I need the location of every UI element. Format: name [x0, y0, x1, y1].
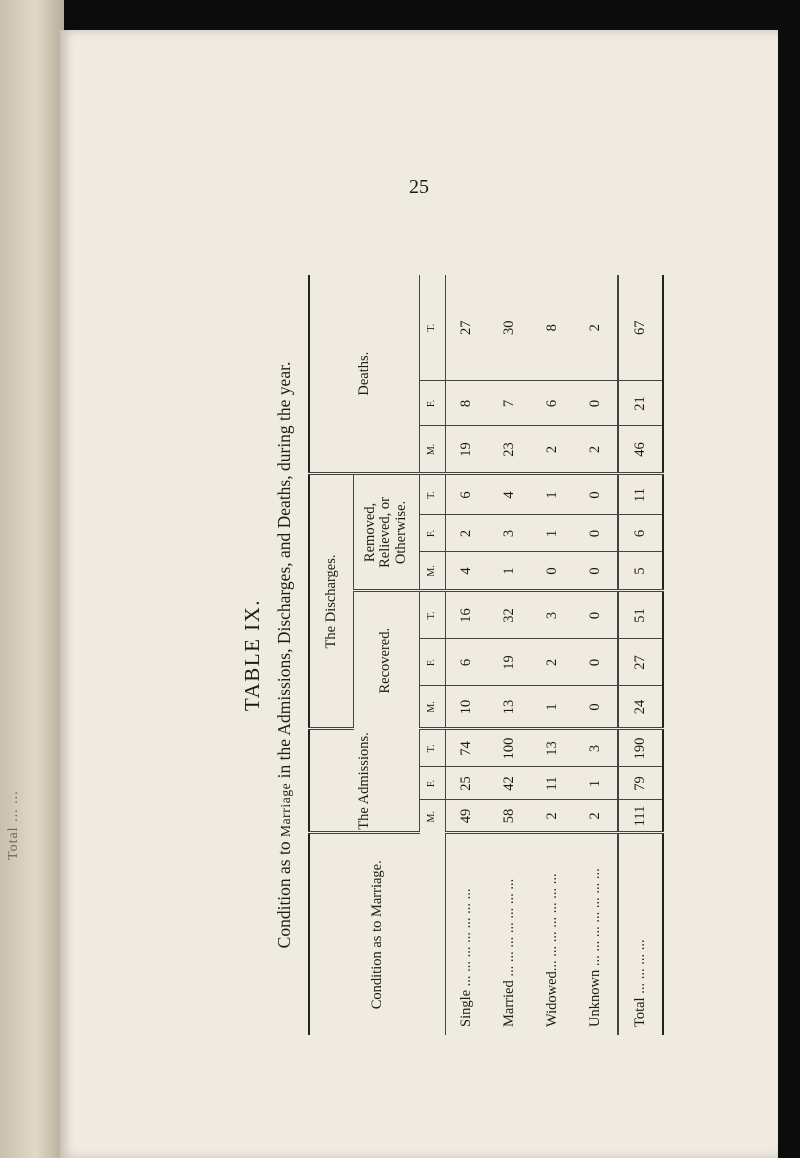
- table-cell: 25: [445, 767, 488, 800]
- table-cell: 1: [574, 767, 618, 800]
- table-cell: 111: [618, 800, 663, 833]
- table-row: [488, 275, 531, 1035]
- table-cell: 1: [531, 515, 574, 552]
- table-cell: 0: [531, 552, 574, 591]
- table-cell: 10: [445, 686, 488, 729]
- table-cell: 46: [618, 426, 663, 474]
- table-cell: 6: [531, 381, 574, 426]
- table-cell: 6: [445, 474, 488, 515]
- table-cell: 16: [445, 591, 488, 639]
- row-label: Total ... ... ... ...: [618, 833, 663, 1035]
- deaths-header: Deaths.: [309, 275, 419, 474]
- table-body: [445, 275, 663, 1035]
- table-cell: 0: [574, 591, 618, 639]
- sub-t-header: T.: [419, 729, 445, 767]
- table-cell: 100: [488, 729, 531, 767]
- table-cell: 0: [574, 515, 618, 552]
- table-cell: 79: [618, 767, 663, 800]
- table-cell: 0: [574, 686, 618, 729]
- table-cell: 19: [445, 426, 488, 474]
- sub-t-header: T.: [419, 275, 445, 381]
- table-cell: 2: [574, 800, 618, 833]
- table-cell: 2: [531, 426, 574, 474]
- table-cell: 58: [488, 800, 531, 833]
- sub-f-header: F.: [419, 639, 445, 686]
- book-page: [60, 30, 778, 1158]
- table-cell: 0: [574, 639, 618, 686]
- table-row: [445, 275, 488, 1035]
- table-cell: 42: [488, 767, 531, 800]
- previous-page-edge: [0, 0, 64, 1158]
- table-cell: 19: [488, 639, 531, 686]
- table-cell: 11: [531, 767, 574, 800]
- previous-page-text: Total ... ...: [6, 790, 21, 860]
- sub-m-header: M.: [419, 800, 445, 833]
- table-cell: 27: [445, 275, 488, 381]
- table-cell: 190: [618, 729, 663, 767]
- table-cell: 49: [445, 800, 488, 833]
- table-cell: 2: [445, 515, 488, 552]
- table-cell: 4: [488, 474, 531, 515]
- recovered-header: Recovered.: [353, 591, 419, 729]
- subtitle-part: in the Admissions, Discharges, and Deaths, during the year.: [274, 361, 294, 783]
- table-cell: 0: [574, 552, 618, 591]
- row-label: Married ... ... ... ... ... ... ...: [501, 878, 518, 1027]
- table-row: [574, 275, 618, 1035]
- table-cell: 1: [531, 686, 574, 729]
- table-cell: 2: [574, 275, 618, 381]
- table-cell: 23: [488, 426, 531, 474]
- subtitle-part: Condition as to: [274, 837, 294, 949]
- table-cell: 67: [618, 275, 663, 381]
- table-cell: 6: [618, 515, 663, 552]
- total-row: [618, 275, 663, 1035]
- table-cell: 11: [618, 474, 663, 515]
- table-subtitle: [274, 275, 295, 1035]
- table-cell: 3: [488, 515, 531, 552]
- table-cell: 2: [531, 639, 574, 686]
- table-cell: 6: [445, 639, 488, 686]
- row-label: Single ... ... ... ... ... ... ...: [458, 888, 475, 1027]
- sub-f-header: F.: [419, 515, 445, 552]
- marriage-condition-table: [308, 275, 664, 1035]
- table-cell: 2: [574, 426, 618, 474]
- table-cell: 24: [618, 686, 663, 729]
- table-cell: 1: [488, 552, 531, 591]
- table-cell: 0: [574, 474, 618, 515]
- table-cell: 51: [618, 591, 663, 639]
- table-cell: 5: [618, 552, 663, 591]
- sub-t-header: T.: [419, 591, 445, 639]
- row-label: Widowed... ... ... ... ... ... ...: [543, 873, 560, 1027]
- sub-f-header: F.: [419, 381, 445, 426]
- row-label: Unknown ... ... ... ... ... ... ...: [586, 868, 603, 1027]
- table-cell: 3: [531, 591, 574, 639]
- table-cell: 8: [445, 381, 488, 426]
- page-number: 25: [409, 176, 429, 198]
- table-cell: 3: [574, 729, 618, 767]
- sub-m-header: M.: [419, 686, 445, 729]
- table-cell: 32: [488, 591, 531, 639]
- removed-header: Removed, Relieved, or Otherwise.: [353, 474, 419, 591]
- table-title: TABLE IX.: [240, 598, 264, 712]
- sub-m-header: M.: [419, 552, 445, 591]
- admissions-header: The Admissions.: [309, 729, 419, 833]
- table-cell: 30: [488, 275, 531, 381]
- sub-t-header: T.: [419, 474, 445, 515]
- table-cell: 8: [531, 275, 574, 381]
- table-cell: 4: [445, 552, 488, 591]
- rotated-table-block: [240, 275, 670, 1035]
- table-cell: 21: [618, 381, 663, 426]
- subtitle-smallcaps: Marriage: [278, 782, 293, 838]
- sub-m-header: M.: [419, 426, 445, 474]
- discharges-header: The Discharges.: [309, 474, 353, 729]
- table-cell: 13: [531, 729, 574, 767]
- table-cell: 2: [531, 800, 574, 833]
- condition-header: Condition as to Marriage.: [309, 833, 445, 1035]
- table-cell: 13: [488, 686, 531, 729]
- table-cell: 27: [618, 639, 663, 686]
- table-cell: 74: [445, 729, 488, 767]
- table-cell: 1: [531, 474, 574, 515]
- sub-f-header: F.: [419, 767, 445, 800]
- table-cell: 0: [574, 381, 618, 426]
- table-row: [531, 275, 574, 1035]
- table-cell: 7: [488, 381, 531, 426]
